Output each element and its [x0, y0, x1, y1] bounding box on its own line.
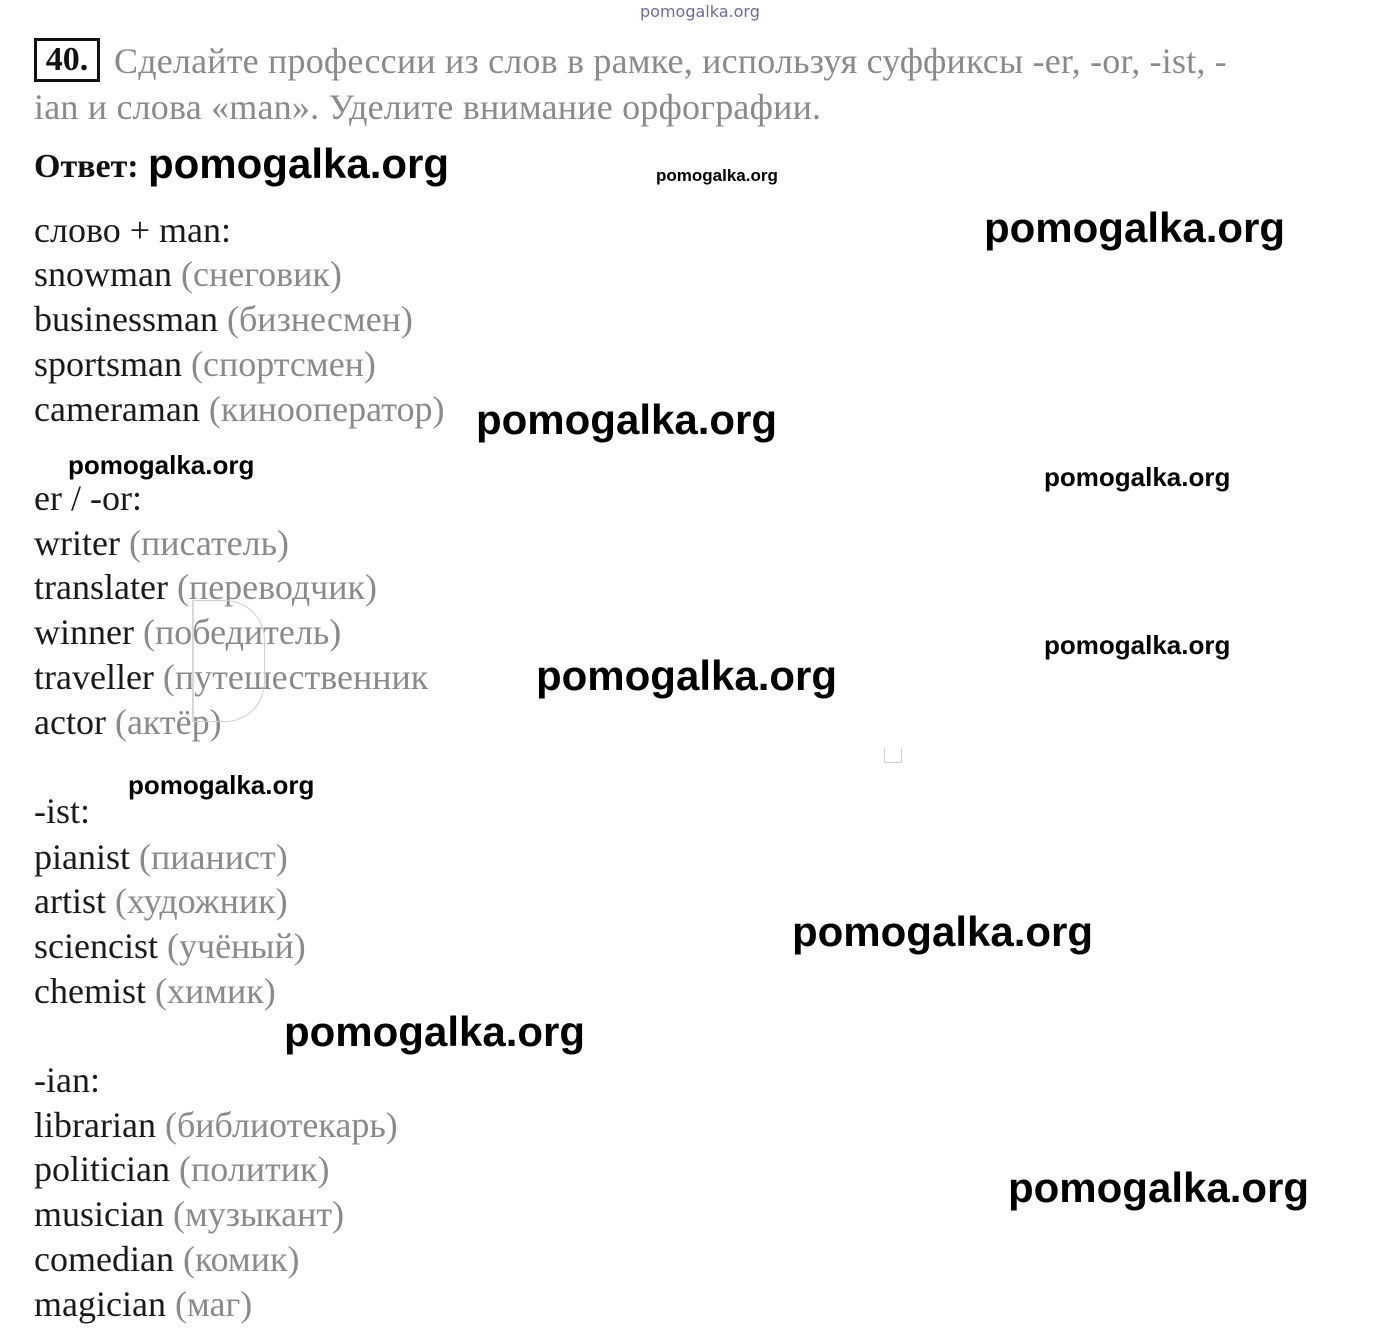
word: comedian — [34, 1239, 174, 1279]
translation: (писатель) — [128, 523, 290, 563]
scan-artifact — [192, 600, 265, 722]
word: sportsman — [34, 344, 182, 384]
watermark: pomogalka.org — [792, 908, 1094, 955]
watermark: pomogalka.org — [1044, 630, 1231, 660]
list-item — [34, 969, 276, 1013]
translation: (переводчик) — [176, 567, 378, 607]
list-item — [34, 924, 306, 968]
word: politician — [34, 1149, 170, 1189]
watermark: pomogalka.org — [476, 396, 778, 443]
word: sciencist — [34, 926, 158, 966]
section-heading-man: слово + man: — [34, 210, 231, 250]
list-item — [34, 252, 342, 296]
list-item — [34, 610, 341, 654]
list-item — [34, 835, 288, 879]
translation: (библиотекарь) — [164, 1105, 398, 1145]
scan-artifact — [884, 748, 902, 763]
translation: (комик) — [182, 1239, 300, 1279]
task-instruction-line-1: Сделайте профессии из слов в рамке, используя суффиксы -er, -or, -ist, - — [114, 41, 1227, 81]
word: winner — [34, 612, 134, 652]
watermark: pomogalka.org — [148, 140, 450, 187]
list-item — [34, 521, 289, 565]
watermark: pomogalka.org — [984, 204, 1286, 251]
translation: (путешественник — [162, 657, 429, 697]
word: pianist — [34, 837, 130, 877]
list-item — [34, 879, 288, 923]
translation: (кинооператор) — [208, 389, 445, 429]
word: chemist — [34, 971, 146, 1011]
translation: (музыкант) — [172, 1194, 345, 1234]
word: musician — [34, 1194, 164, 1234]
word: magician — [34, 1284, 166, 1324]
watermark: pomogalka.org — [1008, 1164, 1310, 1211]
translation: (актёр) — [114, 702, 222, 742]
list-item — [34, 387, 444, 431]
word: librarian — [34, 1105, 156, 1145]
answer-label: Ответ: — [34, 148, 139, 185]
watermark: pomogalka.org — [656, 166, 778, 185]
translation: (учёный) — [166, 926, 306, 966]
word: writer — [34, 523, 120, 563]
list-item — [34, 1282, 252, 1326]
list-item — [34, 1147, 329, 1191]
translation: (политик) — [178, 1149, 330, 1189]
word: businessman — [34, 299, 218, 339]
word: snowman — [34, 254, 172, 294]
word: actor — [34, 702, 106, 742]
section-heading-er: er / -or: — [34, 478, 142, 518]
section-heading-ist: -ist: — [34, 791, 91, 831]
translation: (спортсмен) — [191, 344, 376, 384]
task-number: 40. — [34, 38, 100, 82]
task-instruction-line-2: ian и слова «man». Уделите внимание орфографии. — [34, 87, 822, 127]
list-item — [34, 342, 376, 386]
word: cameraman — [34, 389, 200, 429]
word: translater — [34, 567, 168, 607]
site-top-mark: pomogalka.org — [640, 2, 760, 21]
watermark: pomogalka.org — [284, 1008, 586, 1055]
section-heading-ian: -ian: — [34, 1060, 100, 1100]
translation: (химик) — [154, 971, 276, 1011]
translation: (маг) — [174, 1284, 253, 1324]
list-item — [34, 1103, 398, 1147]
watermark: pomogalka.org — [536, 652, 838, 699]
list-item — [34, 1192, 344, 1236]
translation: (пианист) — [139, 837, 288, 877]
list-item — [34, 1237, 299, 1281]
word: artist — [34, 881, 106, 921]
watermark: pomogalka.org — [68, 450, 255, 480]
word: traveller — [34, 657, 154, 697]
watermark: pomogalka.org — [128, 770, 315, 800]
translation: (снеговик) — [181, 254, 342, 294]
translation: (художник) — [114, 881, 288, 921]
list-item — [34, 297, 413, 341]
translation: (бизнесмен) — [227, 299, 413, 339]
translation: (победитель) — [142, 612, 342, 652]
watermark: pomogalka.org — [1044, 462, 1231, 492]
